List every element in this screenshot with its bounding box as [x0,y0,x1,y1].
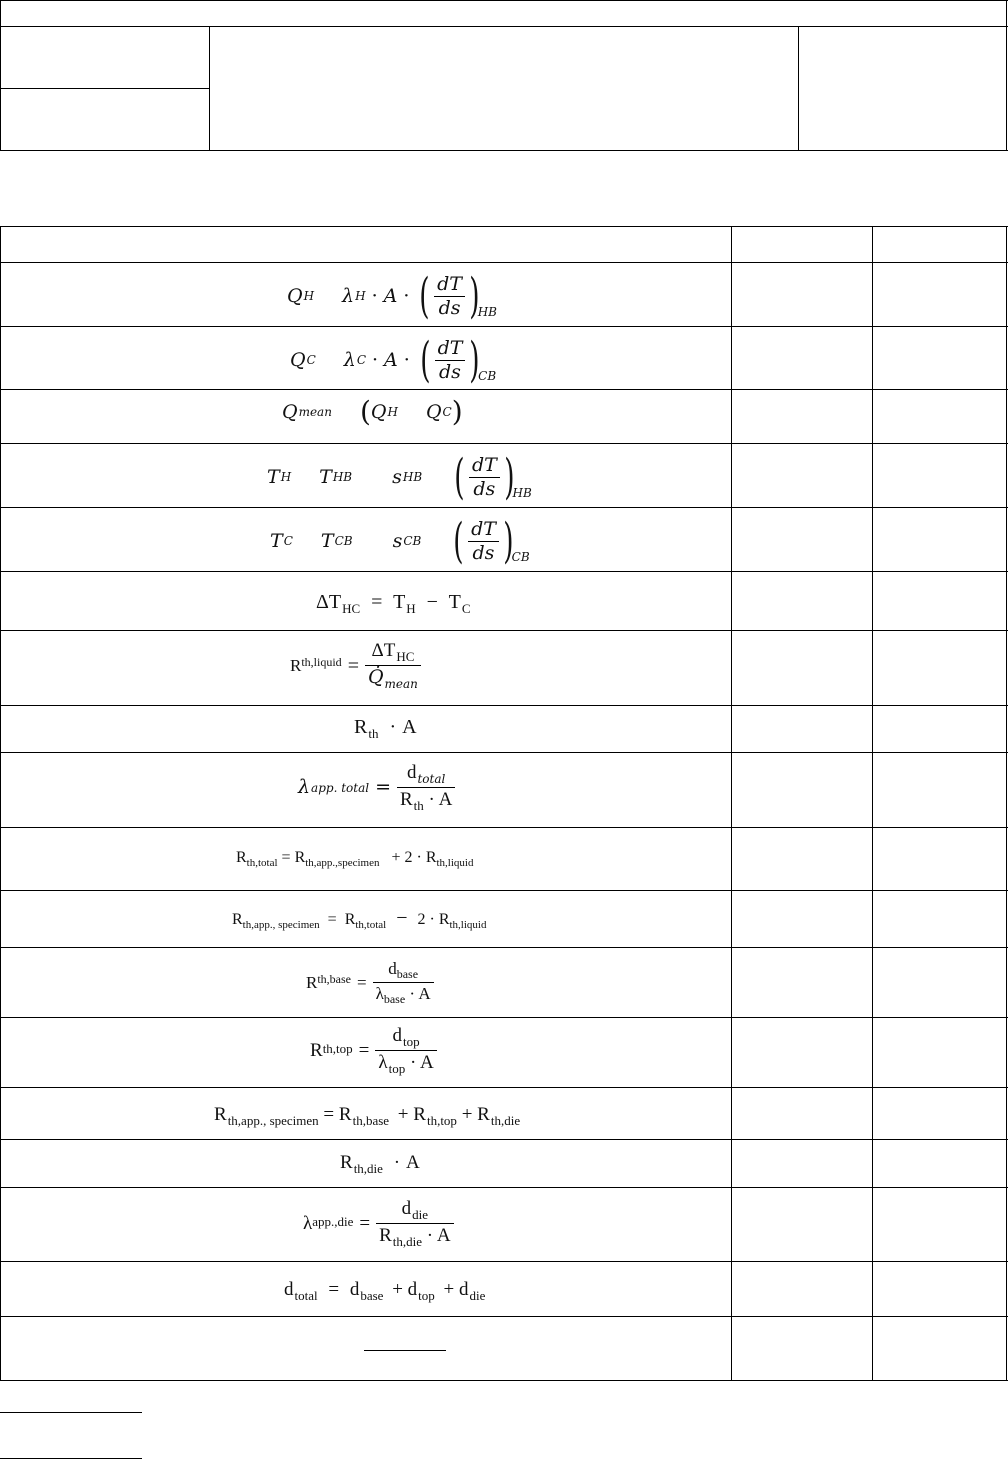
dot: · [426,1225,434,1246]
formula-r-die-times-a [340,1153,420,1175]
symbol: Q [282,400,298,423]
symbol: R [236,849,247,866]
symbol: R [344,911,356,928]
numerator: d [388,959,397,978]
plus: + [461,1104,473,1125]
numerator: d [392,1025,402,1046]
formula-r-base [306,960,434,1005]
coefficient: 2 · [417,911,435,928]
numerator: d [401,1198,412,1219]
symbol: A [420,1052,434,1073]
subscript: th,liquid [301,655,342,669]
symbol: R [438,911,450,928]
subscript: C [461,601,471,616]
symbol: s [392,529,403,552]
symbol: Q [370,400,387,423]
subscript: CB [403,534,422,548]
numerator: ΔT [371,640,396,661]
subscript: HB [332,470,353,484]
subscript: HC [342,601,361,616]
subscript: th,liquid [436,857,474,869]
formula-temperature-cold: T C T CB s CB ( $\frac{dT}{ds}$ ) CB [270,513,530,569]
symbol: d [407,1279,418,1300]
denominator: ds [438,296,461,319]
subscript: C [283,534,293,548]
subscript: th,total [355,919,387,931]
symbol: A [384,348,398,371]
denominator: Q̇ [367,666,384,688]
formula-r-top [310,1026,437,1075]
numerator: dT [468,520,499,542]
numerator: d [406,762,417,783]
minus: − [426,591,438,613]
symbol: Q [287,284,303,307]
symbol: R [310,1040,323,1061]
formula-lambda-total [298,763,455,812]
subscript: H [406,601,416,616]
denominator: ds [439,360,461,383]
subscript: th [368,726,379,741]
subscript: app. total [311,781,370,795]
symbol: T [270,529,283,552]
subscript: top [388,1061,406,1076]
symbol: R [425,849,437,866]
symbol: d [284,1279,294,1300]
equals: = [347,654,359,677]
symbol: T [319,465,332,488]
equals: = [328,1279,340,1300]
symbol: A [438,789,453,810]
blank-line [0,1412,142,1413]
subscript: HB [477,305,497,319]
subscript: app.,die [312,1214,354,1229]
plus: + 2 · [391,849,422,866]
subscript: th,app., specimen [242,919,320,931]
symbol: A [383,284,398,307]
subscript: C [356,353,366,367]
formula-heat-flow-cold: Q C λ C · A · ( $\frac{dT}{ds}$ ) CB [290,332,497,388]
subscript: th,die [392,1234,423,1249]
symbol: R [340,1152,353,1173]
symbol: R [413,1104,426,1125]
dot: · [409,1052,417,1073]
subscript: top [418,1288,435,1303]
plus: + [392,1279,403,1300]
minus: − [396,907,408,929]
dot: · [409,984,416,1003]
formula-r-times-a [354,717,417,740]
formula-delta-t [316,592,470,615]
subscript: top [403,1034,420,1049]
formula-d-total [284,1280,485,1302]
symbol: s [392,465,402,488]
subscript: C [442,405,452,419]
denominator: ds [472,541,495,564]
blank-line [0,1458,142,1459]
subscript: th,top [322,1041,353,1056]
plus: + [443,1279,455,1300]
symbol: A [436,1225,451,1246]
symbol: T [267,465,280,488]
dot: · [428,789,435,810]
equals: = [281,849,291,866]
numerator: dT [434,275,465,297]
symbol: R [477,1104,490,1125]
subscript: HB [512,486,532,500]
formula-heat-flow-mean: Q mean ( Q H Q C ) [282,395,463,428]
denominator: R [379,1225,392,1246]
denominator: λ [375,984,384,1003]
symbol: A [418,984,431,1003]
subscript: th,base [317,972,351,986]
subscript: CB [511,550,530,564]
symbol: A [406,1152,420,1173]
subscript: th,app., specimen [227,1113,319,1128]
symbol: R [338,1104,352,1125]
symbol: Q [290,348,306,371]
subscript: total [417,772,446,786]
symbol: λ [342,284,355,307]
subscript: th,die [353,1161,383,1176]
subscript: base [383,992,406,1006]
equals: = [358,1040,370,1061]
equals: = [371,591,383,613]
equals: = [359,1213,371,1234]
symbol: T [448,591,461,613]
symbol: λ [298,776,311,798]
subscript: th,base [352,1113,390,1128]
subscript: th,app.,specimen [305,857,380,869]
subscript: base [396,967,419,981]
subscript: CB [478,369,497,383]
formula-r-specimen [232,908,486,931]
symbol: R [214,1104,227,1125]
subscript: H [387,405,398,419]
subscript: die [469,1288,486,1303]
symbol: R [290,656,302,675]
symbol: A [402,716,417,738]
subscript: th,total [246,857,278,869]
subscript: mean [384,677,418,691]
numerator: dT [469,456,500,478]
subscript: th [413,798,424,813]
equals: = [323,1104,335,1125]
symbol: Q [425,400,442,423]
equals: = [327,911,337,928]
subscript: CB [334,534,353,548]
subscript: th,die [490,1113,521,1128]
subscript: th,liquid [449,919,487,931]
formula-lambda-die [303,1199,454,1248]
symbol: T [393,591,406,613]
subscript: C [306,353,316,367]
subscript: HC [396,649,415,664]
subscript: base [360,1288,384,1303]
symbol: λ [303,1213,313,1234]
formula-r-liquid [290,641,421,690]
symbol: d [349,1279,360,1300]
equals: = [375,776,391,798]
symbol: R [306,973,318,992]
symbol: R [354,716,368,738]
symbol: R [232,911,243,928]
denominator: R [399,789,413,810]
subscript: H [303,289,315,303]
subscript: mean [298,405,332,419]
symbol: λ [343,348,356,371]
subscript: die [412,1207,429,1222]
subscript: H [355,289,366,303]
subscript: th,top [426,1113,457,1128]
subscript: H [280,470,292,484]
fraction-bar [364,1350,446,1351]
equals: = [357,973,367,992]
formula-temperature-hot: T H T HB s HB ( $\frac{dT}{ds}$ ) HB [267,449,532,505]
numerator: dT [435,339,466,361]
symbol: ΔT [316,591,342,613]
formula-heat-flow-hot: Q H λ H · A · ( $\frac{dT}{ds}$ ) HB [287,268,497,324]
symbol: R [294,849,306,866]
subscript: total [294,1288,318,1303]
plus: + [397,1104,409,1125]
formula-r-total [236,850,473,869]
symbol: T [320,529,334,552]
dot: · [389,716,397,738]
subscript: HB [402,470,423,484]
formula-r-sum [214,1105,520,1127]
symbol: d [459,1279,469,1300]
denominator: ds [473,477,496,500]
denominator: λ [378,1052,388,1073]
dot: · [393,1152,401,1173]
